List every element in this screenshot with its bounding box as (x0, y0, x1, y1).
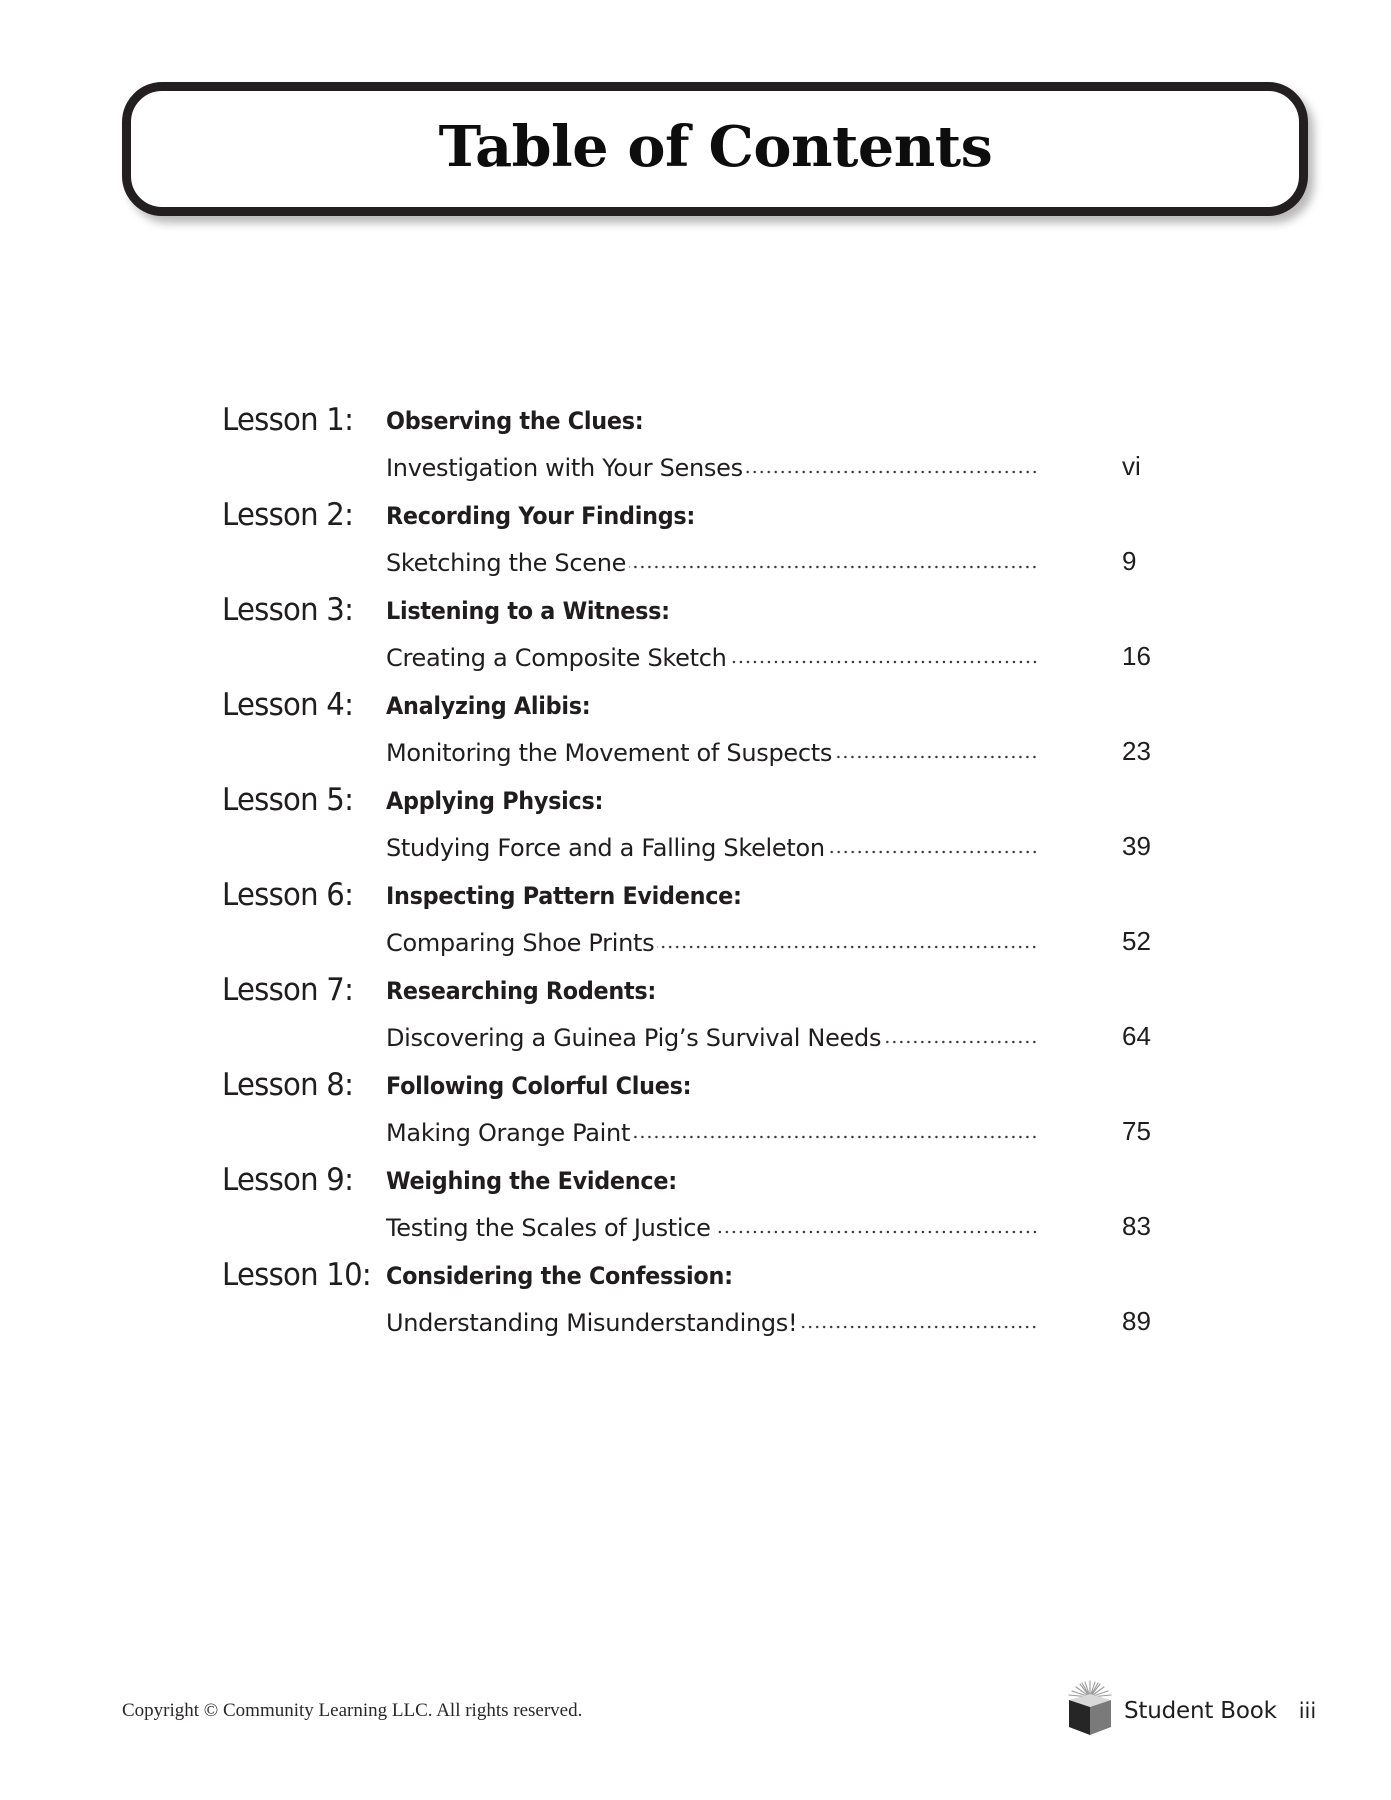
toc-entry-lesson-9[interactable] (0, 1162, 1391, 1265)
toc-entry-lesson-2[interactable] (0, 497, 1391, 600)
lesson-subtitle: Making Orange Paint (386, 1119, 633, 1147)
lesson-heading: Weighing the Evidence: (386, 1167, 677, 1195)
footer-book-info (1066, 1680, 1316, 1736)
lesson-number: Lesson 8: (222, 1067, 354, 1103)
book-cube-icon (1066, 1680, 1114, 1736)
book-title: Student Book (1124, 1698, 1277, 1724)
page-number: 83 (1122, 1211, 1151, 1241)
lesson-number: Lesson 5: (222, 782, 354, 818)
lesson-heading: Considering the Confession: (386, 1262, 733, 1290)
toc-entry-lesson-6[interactable] (0, 877, 1391, 980)
lesson-subtitle: Creating a Composite Sketch (386, 644, 730, 672)
lesson-subtitle-row (386, 1113, 1038, 1147)
lesson-heading: Listening to a Witness: (386, 597, 670, 625)
dot-leader (633, 1134, 1038, 1140)
page-number: 64 (1122, 1021, 1151, 1051)
lesson-heading: Inspecting Pattern Evidence: (386, 882, 742, 910)
page-number: 89 (1122, 1306, 1151, 1336)
dot-leader (657, 944, 1038, 950)
toc-entry-lesson-4[interactable] (0, 687, 1391, 790)
toc-entry-lesson-1[interactable] (0, 402, 1391, 505)
page-number: 16 (1122, 641, 1151, 671)
lesson-number: Lesson 6: (222, 877, 354, 913)
lesson-heading: Observing the Clues: (386, 407, 644, 435)
page-number: vi (1122, 451, 1141, 481)
lesson-number: Lesson 7: (222, 972, 354, 1008)
toc-entry-lesson-8[interactable] (0, 1067, 1391, 1170)
lesson-number: Lesson 4: (222, 687, 354, 723)
lesson-subtitle: Understanding Misunderstandings! (386, 1309, 800, 1337)
lesson-subtitle-row (386, 1018, 1038, 1052)
lesson-number: Lesson 10: (222, 1257, 371, 1293)
lesson-subtitle-row (386, 1208, 1038, 1242)
lesson-subtitle: Comparing Shoe Prints (386, 929, 657, 957)
lesson-heading: Recording Your Findings: (386, 502, 696, 530)
dot-leader (746, 469, 1038, 475)
lesson-subtitle-row (386, 638, 1038, 672)
lesson-subtitle-row (386, 733, 1038, 767)
lesson-subtitle-row (386, 828, 1038, 862)
dot-leader (714, 1229, 1038, 1235)
page-number: 75 (1122, 1116, 1151, 1146)
lesson-subtitle-row (386, 543, 1038, 577)
lesson-heading: Analyzing Alibis: (386, 692, 591, 720)
page-number: 52 (1122, 926, 1151, 956)
page-number: 9 (1122, 546, 1137, 576)
lesson-number: Lesson 2: (222, 497, 354, 533)
page-number: 23 (1122, 736, 1151, 766)
copyright-notice: Copyright © Community Learning LLC. All rights reserved. (122, 1700, 583, 1721)
lesson-number: Lesson 3: (222, 592, 354, 628)
toc-entry-lesson-7[interactable] (0, 972, 1391, 1075)
toc-entry-lesson-5[interactable] (0, 782, 1391, 885)
page-number: 39 (1122, 831, 1151, 861)
lesson-heading: Applying Physics: (386, 787, 604, 815)
lesson-subtitle-row (386, 1303, 1038, 1337)
lesson-number: Lesson 1: (222, 402, 354, 438)
dot-leader (800, 1324, 1038, 1330)
lesson-heading: Researching Rodents: (386, 977, 657, 1005)
lesson-number: Lesson 9: (222, 1162, 354, 1198)
lesson-subtitle: Discovering a Guinea Pig’s Survival Needs (386, 1024, 884, 1052)
footer-page-number: iii (1298, 1699, 1317, 1723)
lesson-subtitle: Investigation with Your Senses (386, 454, 746, 482)
lesson-subtitle: Sketching the Scene (386, 549, 629, 577)
lesson-subtitle: Monitoring the Movement of Suspects (386, 739, 835, 767)
page-title: Table of Contents (438, 114, 992, 180)
lesson-subtitle: Studying Force and a Falling Skeleton (386, 834, 828, 862)
dot-leader (828, 849, 1038, 855)
dot-leader (835, 754, 1038, 760)
lesson-subtitle: Testing the Scales of Justice (386, 1214, 714, 1242)
dot-leader (884, 1039, 1038, 1045)
lesson-subtitle-row (386, 923, 1038, 957)
dot-leader (730, 659, 1038, 665)
lesson-heading: Following Colorful Clues: (386, 1072, 692, 1100)
toc-entry-lesson-10[interactable] (0, 1257, 1391, 1360)
toc-entry-lesson-3[interactable] (0, 592, 1391, 695)
dot-leader (629, 564, 1038, 570)
lesson-subtitle-row (386, 448, 1038, 482)
title-banner (122, 82, 1308, 216)
